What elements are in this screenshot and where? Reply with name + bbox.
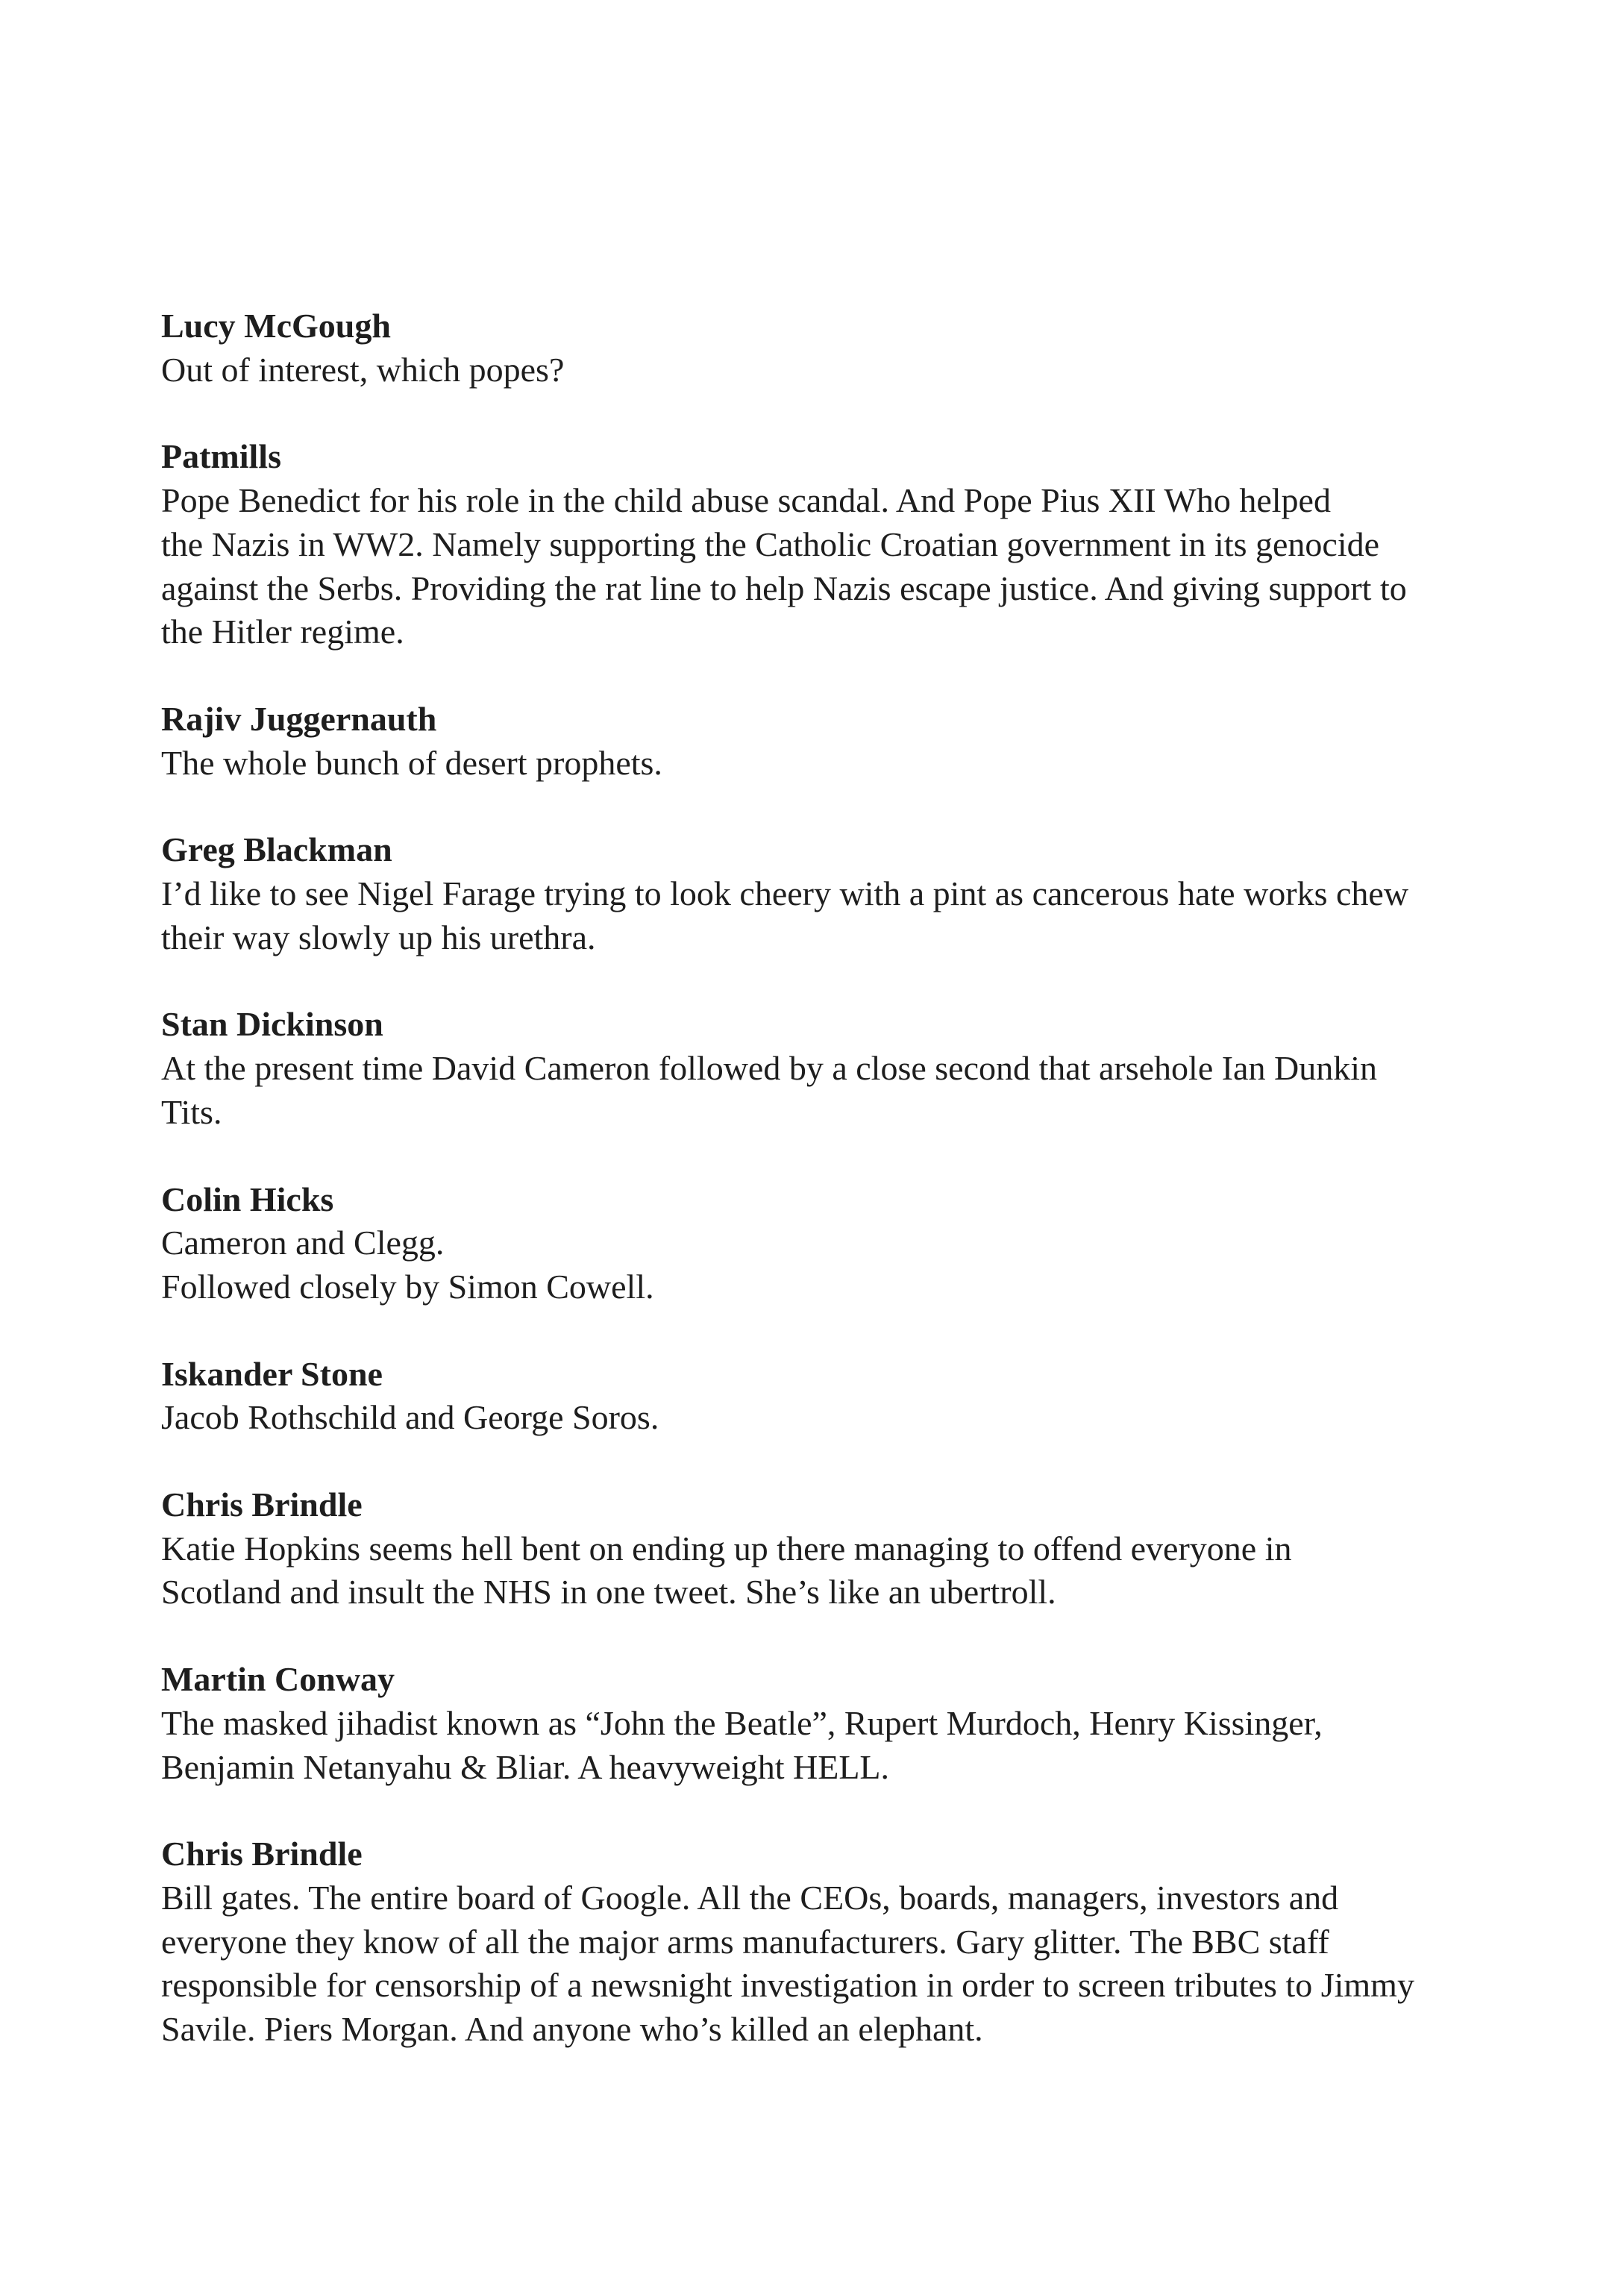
comment-text [161,1221,1504,1309]
comment-line: Followed closely by Simon Cowell. [161,1267,654,1306]
comment-entry [161,698,1504,785]
comment-author: Patmills [161,437,281,476]
comment-line: Cameron and Clegg. [161,1224,445,1262]
comment-line: Katie Hopkins seems hell bent on ending up there managing to offend everyone in [161,1529,1292,1568]
comment-author: Chris Brindle [161,1835,363,1873]
comment-line: The masked jihadist known as “John the Beatle”, Rupert Murdoch, Henry Kissinger, [161,1703,1323,1742]
comment-text [161,1702,1504,1789]
comment-line: The whole bunch of desert prophets. [161,743,662,782]
comment-line: everyone they know of all the major arms manufacturers. Gary glitter. The BBC staff [161,1922,1329,1961]
comment-line: Scotland and insult the NHS in one tweet. She’s like an ubertroll. [161,1573,1056,1612]
comment-author: Colin Hicks [161,1180,334,1218]
comment-author: Iskander Stone [161,1354,383,1393]
comment-entry [161,304,1504,392]
comment-line: Benjamin Netanyahu & Bliar. A heavyweight HELL. [161,1747,890,1786]
comment-line: Pope Benedict for his role in the child abuse scandal. And Pope Pius XII Who helped [161,481,1331,520]
comment-line: responsible for censorship of a newsnight investigation in order to screen tributes to Jimmy [161,1966,1414,2005]
comment-entry [161,435,1504,654]
document-page [161,304,1504,2095]
comment-line: At the present time David Cameron followed by a close second that arsehole Ian Dunkin [161,1049,1377,1088]
comment-author: Martin Conway [161,1660,395,1699]
comment-line: Jacob Rothschild and George Soros. [161,1398,659,1437]
comment-line: Out of interest, which popes? [161,350,565,389]
comment-text [161,1047,1504,1134]
comment-entry [161,1003,1504,1134]
comment-line: I’d like to see Nigel Farage trying to look cheery with a pint as cancerous hate works chew [161,874,1409,913]
comment-text [161,1396,1504,1440]
comment-line: their way slowly up his urethra. [161,918,596,956]
comment-line: against the Serbs. Providing the rat line to help Nazis escape justice. And giving support to [161,569,1407,607]
comment-author: Stan Dickinson [161,1005,383,1044]
comment-entry [161,1832,1504,2052]
comment-entry [161,1658,1504,1789]
comment-author: Rajiv Juggernauth [161,699,437,738]
comment-text [161,1876,1504,2052]
comment-author: Lucy McGough [161,307,391,345]
comment-line: the Nazis in WW2. Namely supporting the Catholic Croatian government in its genocide [161,524,1380,563]
comment-entry [161,1178,1504,1309]
comment-line: the Hitler regime. [161,613,404,651]
comment-text [161,872,1504,959]
comment-line: Bill gates. The entire board of Google. All the CEOs, boards, managers, investors and [161,1878,1339,1917]
comment-text [161,1527,1504,1615]
comment-author: Chris Brindle [161,1485,363,1524]
comment-line: Tits. [161,1092,222,1131]
comment-text [161,479,1504,654]
comment-author: Greg Blackman [161,830,392,869]
comment-entry [161,828,1504,959]
comment-entry [161,1483,1504,1615]
comment-text [161,742,1504,786]
comment-line: Savile. Piers Morgan. And anyone who’s killed an elephant. [161,2010,983,2049]
comment-text [161,348,1504,392]
comment-entry [161,1353,1504,1440]
